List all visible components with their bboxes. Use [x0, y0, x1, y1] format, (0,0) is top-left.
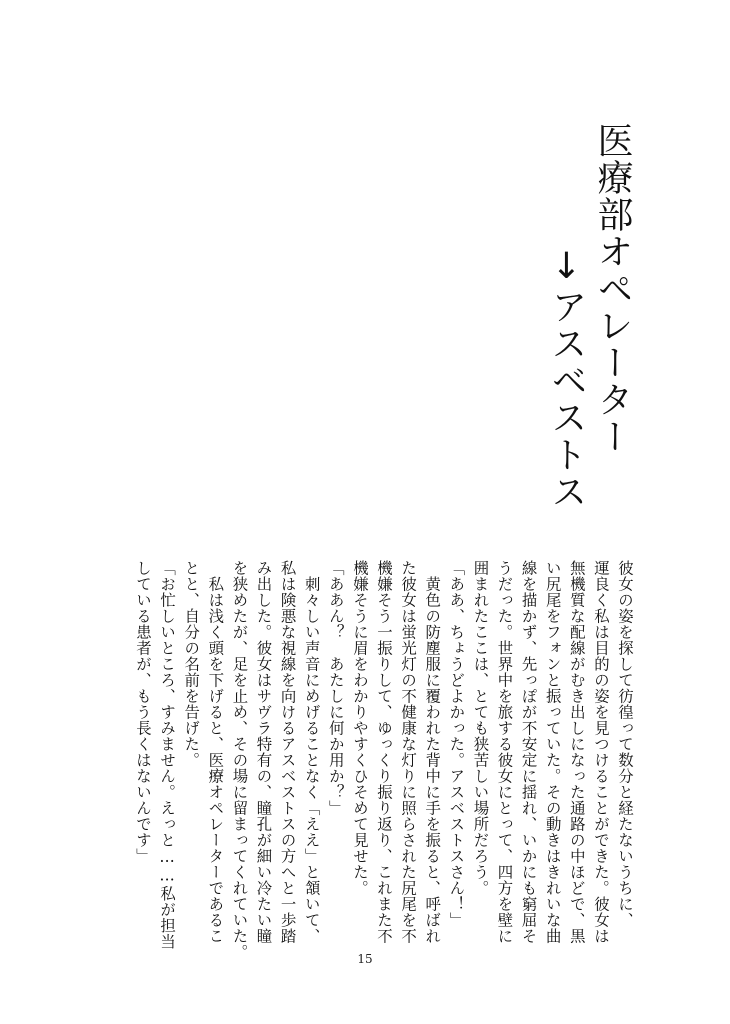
body-line: 機嫌そう一振りして、ゆっくり振り返り、これまた不: [375, 560, 393, 944]
body-line: た彼女は蛍光灯の不健康な灯りに照らされた尻尾を不: [399, 560, 418, 944]
body-line: 無機質な配線がむき出しになった通路の中ほどで、黒: [567, 560, 586, 944]
body-line: 線を描かず、先っぽが不安定に揺れ、いかにも窮屈そ: [519, 560, 538, 944]
body-line: とと、自分の名前を告げた。: [182, 560, 201, 768]
page-number: 15: [357, 952, 373, 966]
body-line: 彼女の姿を探して彷徨って数分と経たないうちに、: [616, 560, 634, 928]
body-line: 運良く私は目的の姿を見つけることができた。彼女は: [591, 560, 610, 944]
body-line: している患者が、もう長くはないんです」: [134, 560, 152, 864]
body-line: 刺々しい声音にめげることなく「ええ」と頷いて、: [302, 576, 321, 944]
body-line: 黄色の防塵服に覆われた背中に手を振ると、呼ばれ: [423, 576, 442, 944]
body-line: 囲まれたここは、とても狭苦しい場所だろう。: [471, 560, 490, 896]
chapter-title-line-1: 医療部オペレーター: [592, 122, 633, 455]
body-line: 私は浅く頭を下げると、医療オペレーターであるこ: [206, 576, 225, 944]
body-line: 「ああん？ あたしに何か用か？」: [326, 560, 345, 816]
body-line: 「お忙しいところ、すみません。えっと……私が担当: [158, 560, 177, 950]
body-line: を狭めたが、足を止め、その場に留まってくれていた。: [230, 560, 249, 960]
chapter-title-line-2: ↓アスベストス: [546, 246, 587, 510]
body-line: うだった。世界中を旅する彼女にとって、四方を壁に: [495, 560, 514, 944]
body-line: 私は険悪な視線を向けるアスベストスの方へと一歩踏: [278, 560, 297, 944]
body-line: み出した。彼女はサヴラ特有の、瞳孔が細い冷たい瞳: [254, 560, 273, 944]
body-line: 機嫌そうに眉をわかりやすくひそめて見せた。: [350, 560, 369, 896]
body-line: 「ああ、ちょうどよかった。アスベストスさん！」: [447, 560, 466, 928]
body-line: い尻尾をフォンと振っていた。その動きはきれいな曲: [543, 560, 562, 944]
